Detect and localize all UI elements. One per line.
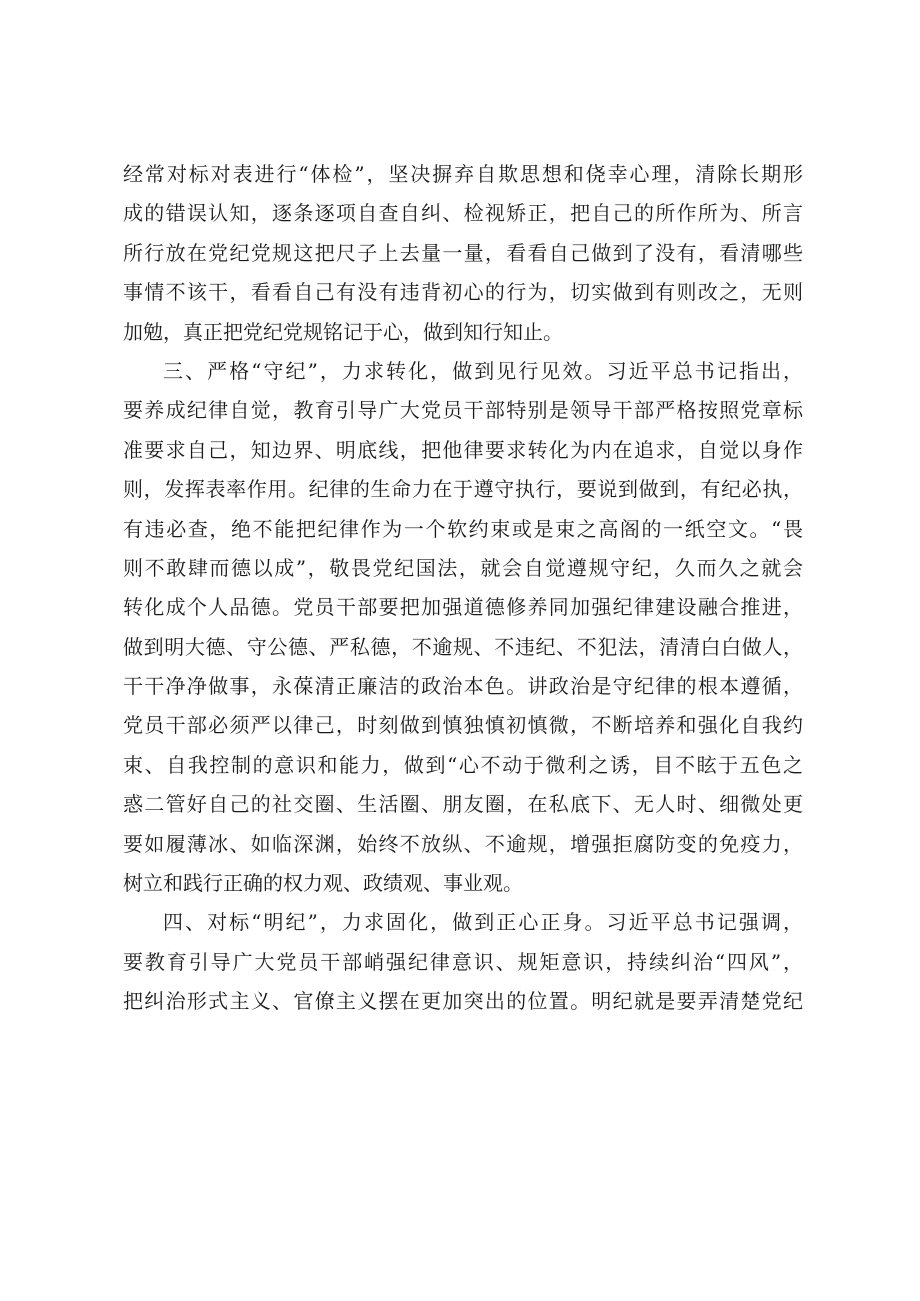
text-line: 则不敢肆而德以成”，敬畏党纪国法，就会自觉遵规守纪，久而久之就会 [123, 555, 803, 580]
text-line: 所行放在党纪党规这把尺子上去量一量，看看自己做到了没有，看清哪些 [123, 240, 803, 265]
text-line: 要教育引导广大党员干部峭强纪律意识、规矩意识，持续纠治“四风”， [123, 949, 803, 974]
text-line: 惑二管好自己的社交圈、生活圈、朋友圈，在私底下、无人时、细微处更 [123, 792, 803, 817]
text-line: 成的错误认知，逐条逐项自查自纠、检视矫正，把自己的所作所为、所言 [123, 201, 803, 226]
text-line: 要如履薄冰、如临深渊，始终不放纵、不逾规，增强拒腐防变的免疫力， [123, 831, 803, 856]
body-text [123, 155, 803, 1022]
text-line: 经常对标对表进行“体检”，坚决摒弃自欺思想和侥幸心理，清除长期形 [123, 162, 803, 186]
text-line: 要养成纪律自觉，教育引导广大党员干部特别是领导干部严格按照党章标 [123, 398, 803, 423]
section-three-heading-line: 三、严格“守纪”，力求转化，做到见行见效。习近平总书记指出， [163, 358, 803, 383]
text-line: 则，发挥表率作用。纪律的生命力在于遵守执行，要说到做到，有纪必执， [123, 477, 803, 502]
text-line: 准要求自己，知边界、明底线，把他律要求转化为内在追求，自觉以身作 [123, 437, 803, 462]
text-line: 把纠治形式主义、官僚主义摆在更加突出的位置。明纪就是要弄清楚党纪 [123, 989, 803, 1014]
section-four-heading-line: 四、对标“明纪”，力求固化，做到正心正身。习近平总书记强调， [163, 910, 803, 935]
text-line: 树立和践行正确的权力观、政绩观、事业观。 [123, 871, 523, 896]
text-line: 加勉，真正把党纪党规铭记于心，做到知行知止。 [123, 319, 563, 344]
text-line: 党员干部必须严以律己，时刻做到慎独慎初慎微，不断培养和强化自我约 [123, 713, 803, 738]
text-line: 做到明大德、守公德、严私德，不逾规、不违纪、不犯法，清清白白做人， [123, 634, 803, 659]
text-line: 转化成个人品德。党员干部要把加强道德修养同加强纪律建设融合推进， [123, 595, 803, 620]
text-line: 干干净净做事，永葆清正廉洁的政治本色。讲政治是守纪律的根本遵循， [123, 674, 803, 699]
text-line: 束、自我控制的意识和能力，做到“心不动于微利之诱，目不眩于五色之 [123, 752, 803, 777]
text-line: 事情不该干，看看自己有没有违背初心的行为，切实做到有则改之，无则 [123, 280, 803, 305]
text-line: 有违必查，绝不能把纪律作为一个软约束或是束之高阁的一纸空文。“畏 [123, 516, 803, 541]
